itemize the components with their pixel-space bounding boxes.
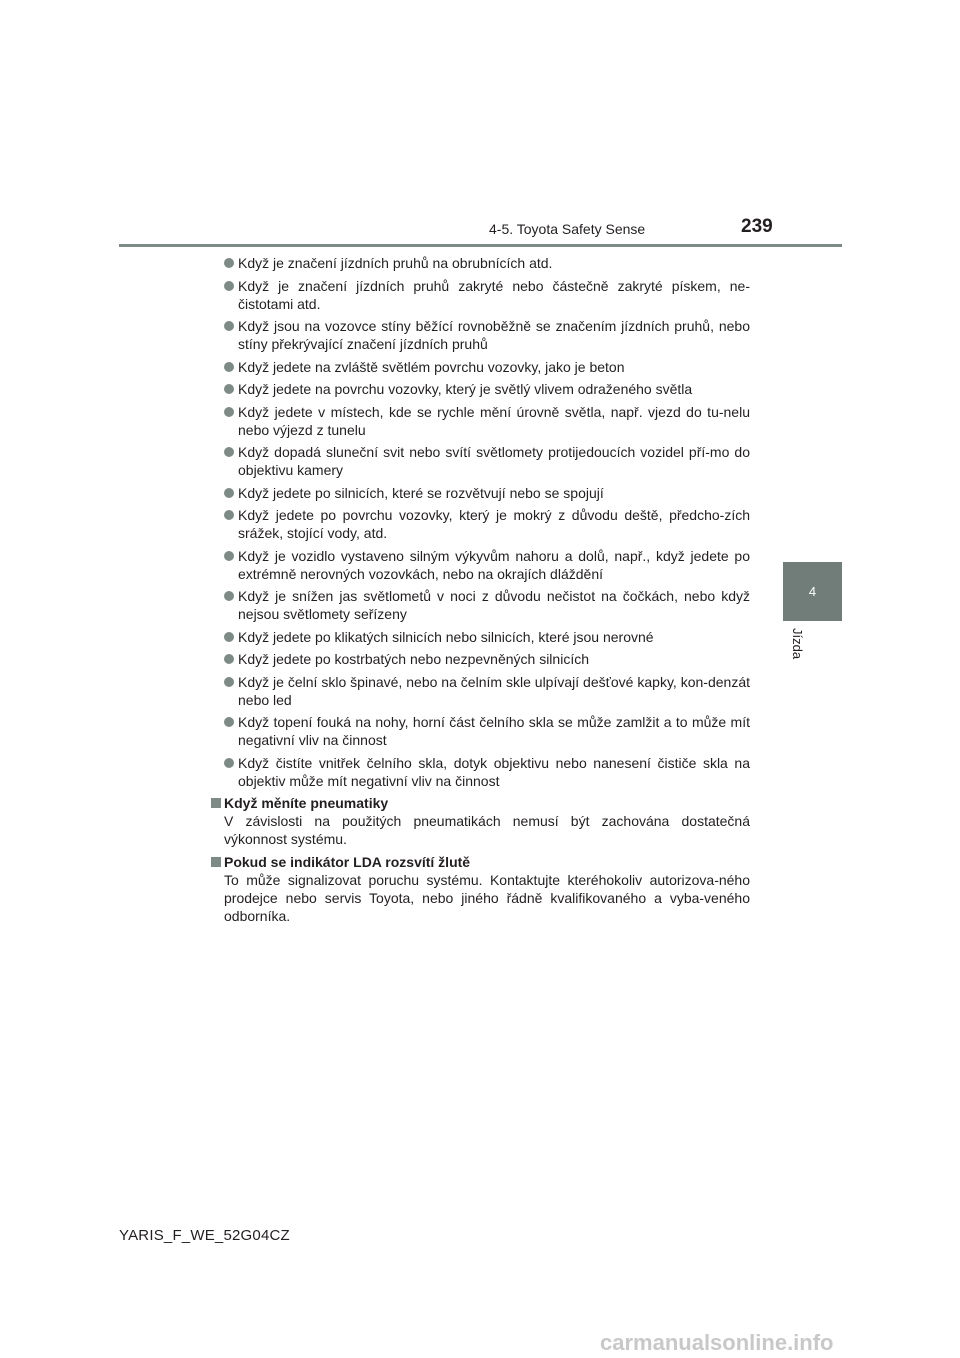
bullet-dot-icon [224,488,234,498]
bullet-dot-icon [224,407,234,417]
bullet-item [210,754,750,790]
watermark: carmanualsonline.info [600,1330,834,1355]
running-header-section: 4-5. Toyota Safety Sense [489,221,646,237]
bullet-dot-icon [224,632,234,642]
bullet-item [210,713,750,749]
bullet-item [210,628,750,646]
bullet-item [210,403,750,439]
bullet-dot-icon [224,384,234,394]
header-divider [119,244,842,247]
bullet-dot-icon [224,758,234,768]
bullet-dot-icon [224,362,234,372]
bullet-item [210,358,750,376]
section-body: V závislosti na použitých pneumatikách nemusí být zachována dostatečná výkonnost systému. [224,813,750,847]
bullet-dot-icon [224,447,234,457]
section-heading: Pokud se indikátor LDA rozsvítí žlutě [224,854,471,870]
bullet-dot-icon [224,321,234,331]
section-square-icon [211,798,221,808]
bullet-item [210,484,750,502]
bullet-text: Když je čelní sklo špinavé, nebo na čelním skle ulpívají dešťové kapky, kon-denzát nebo led [238,673,750,708]
bullet-text: Když jedete po klikatých silnicích nebo silnicích, které jsou nerovné [238,628,654,645]
bullet-dot-icon [224,510,234,520]
bullet-text: Když je vozidlo vystaveno silným výkyvům nahoru a dolů, např., když jedete po extrémně nerovných vozovkách, nebo na okrajích dláždění [238,547,750,582]
bullet-item [210,443,750,479]
bullet-text: Když jedete na zvláště světlém povrchu vozovky, jako je beton [238,358,625,375]
bullet-dot-icon [224,591,234,601]
bullet-text: Když čistíte vnitřek čelního skla, dotyk objektivu nebo nanesení čističe skla na objektiv může mít negativní vliv na činnost [238,754,750,789]
bullet-text: Když je značení jízdních pruhů na obrubnících atd. [238,255,553,271]
bullet-text: Když je snížen jas světlometů v noci z důvodu nečistot na čočkách, nebo když nejsou světlomety seřízeny [238,588,750,622]
bullet-text: Když jedete po povrchu vozovky, který je mokrý z důvodu deště, předcho-zích srážek, stojící vody, atd. [238,507,750,541]
bullet-item [210,277,750,313]
bullet-dot-icon [224,258,234,268]
bullet-item [210,317,750,353]
section-body: To může signalizovat poruchu systému. Kontaktujte kteréhokoliv autorizova-ného prodejce nebo servis Toyota, nebo jiného řádně kvalifikovaného a vyba-veného odborníka. [224,872,750,924]
bullet-text: Když topení fouká na nohy, horní část čelního skla se může zamlžit a to může mít negativní vliv na činnost [238,714,750,748]
chapter-label: Jízda [790,628,805,660]
bullet-dot-icon [224,551,234,561]
section-list [210,794,750,925]
bullet-dot-icon [224,717,234,727]
bullet-item [210,673,750,709]
bullet-dot-icon [224,281,234,291]
bullet-item [210,506,750,542]
bullet-text: Když dopadá sluneční svit nebo svítí světlomety protijedoucích vozidel pří-mo do objektivu kamery [238,444,750,478]
bullet-item [210,380,750,398]
subsection [210,853,750,925]
subsection [210,794,750,848]
bullet-text: Když jsou na vozovce stíny běžící rovnoběžně se značením jízdních pruhů, nebo stíny překrývající značení jízdních pruhů [238,318,750,352]
bullet-item [210,254,750,272]
bullet-text: Když jedete na povrchu vozovky, který je světlý vlivem odraženého světla [238,381,693,397]
bullet-list [210,254,750,790]
bullet-text: Když je značení jízdních pruhů zakryté nebo částečně zakryté pískem, ne-čistotami atd. [238,277,750,312]
document-code: YARIS_F_WE_52G04CZ [119,1227,290,1244]
bullet-item [210,650,750,668]
bullet-item [210,547,750,583]
bullet-dot-icon [224,654,234,664]
page-body [210,254,750,930]
chapter-tab: 4 [783,562,842,621]
bullet-item [210,587,750,623]
bullet-text: Když jedete v místech, kde se rychle mění úrovně světla, např. vjezd do tu-nelu nebo výjezd z tunelu [238,403,750,438]
section-square-icon [211,857,221,867]
bullet-dot-icon [224,677,234,687]
page-number: 239 [741,216,773,237]
bullet-text: Když jedete po silnicích, které se rozvětvují nebo se spojují [238,484,604,501]
section-heading: Když měníte pneumatiky [224,795,389,811]
bullet-text: Když jedete po kostrbatých nebo nezpevněných silnicích [238,651,589,667]
